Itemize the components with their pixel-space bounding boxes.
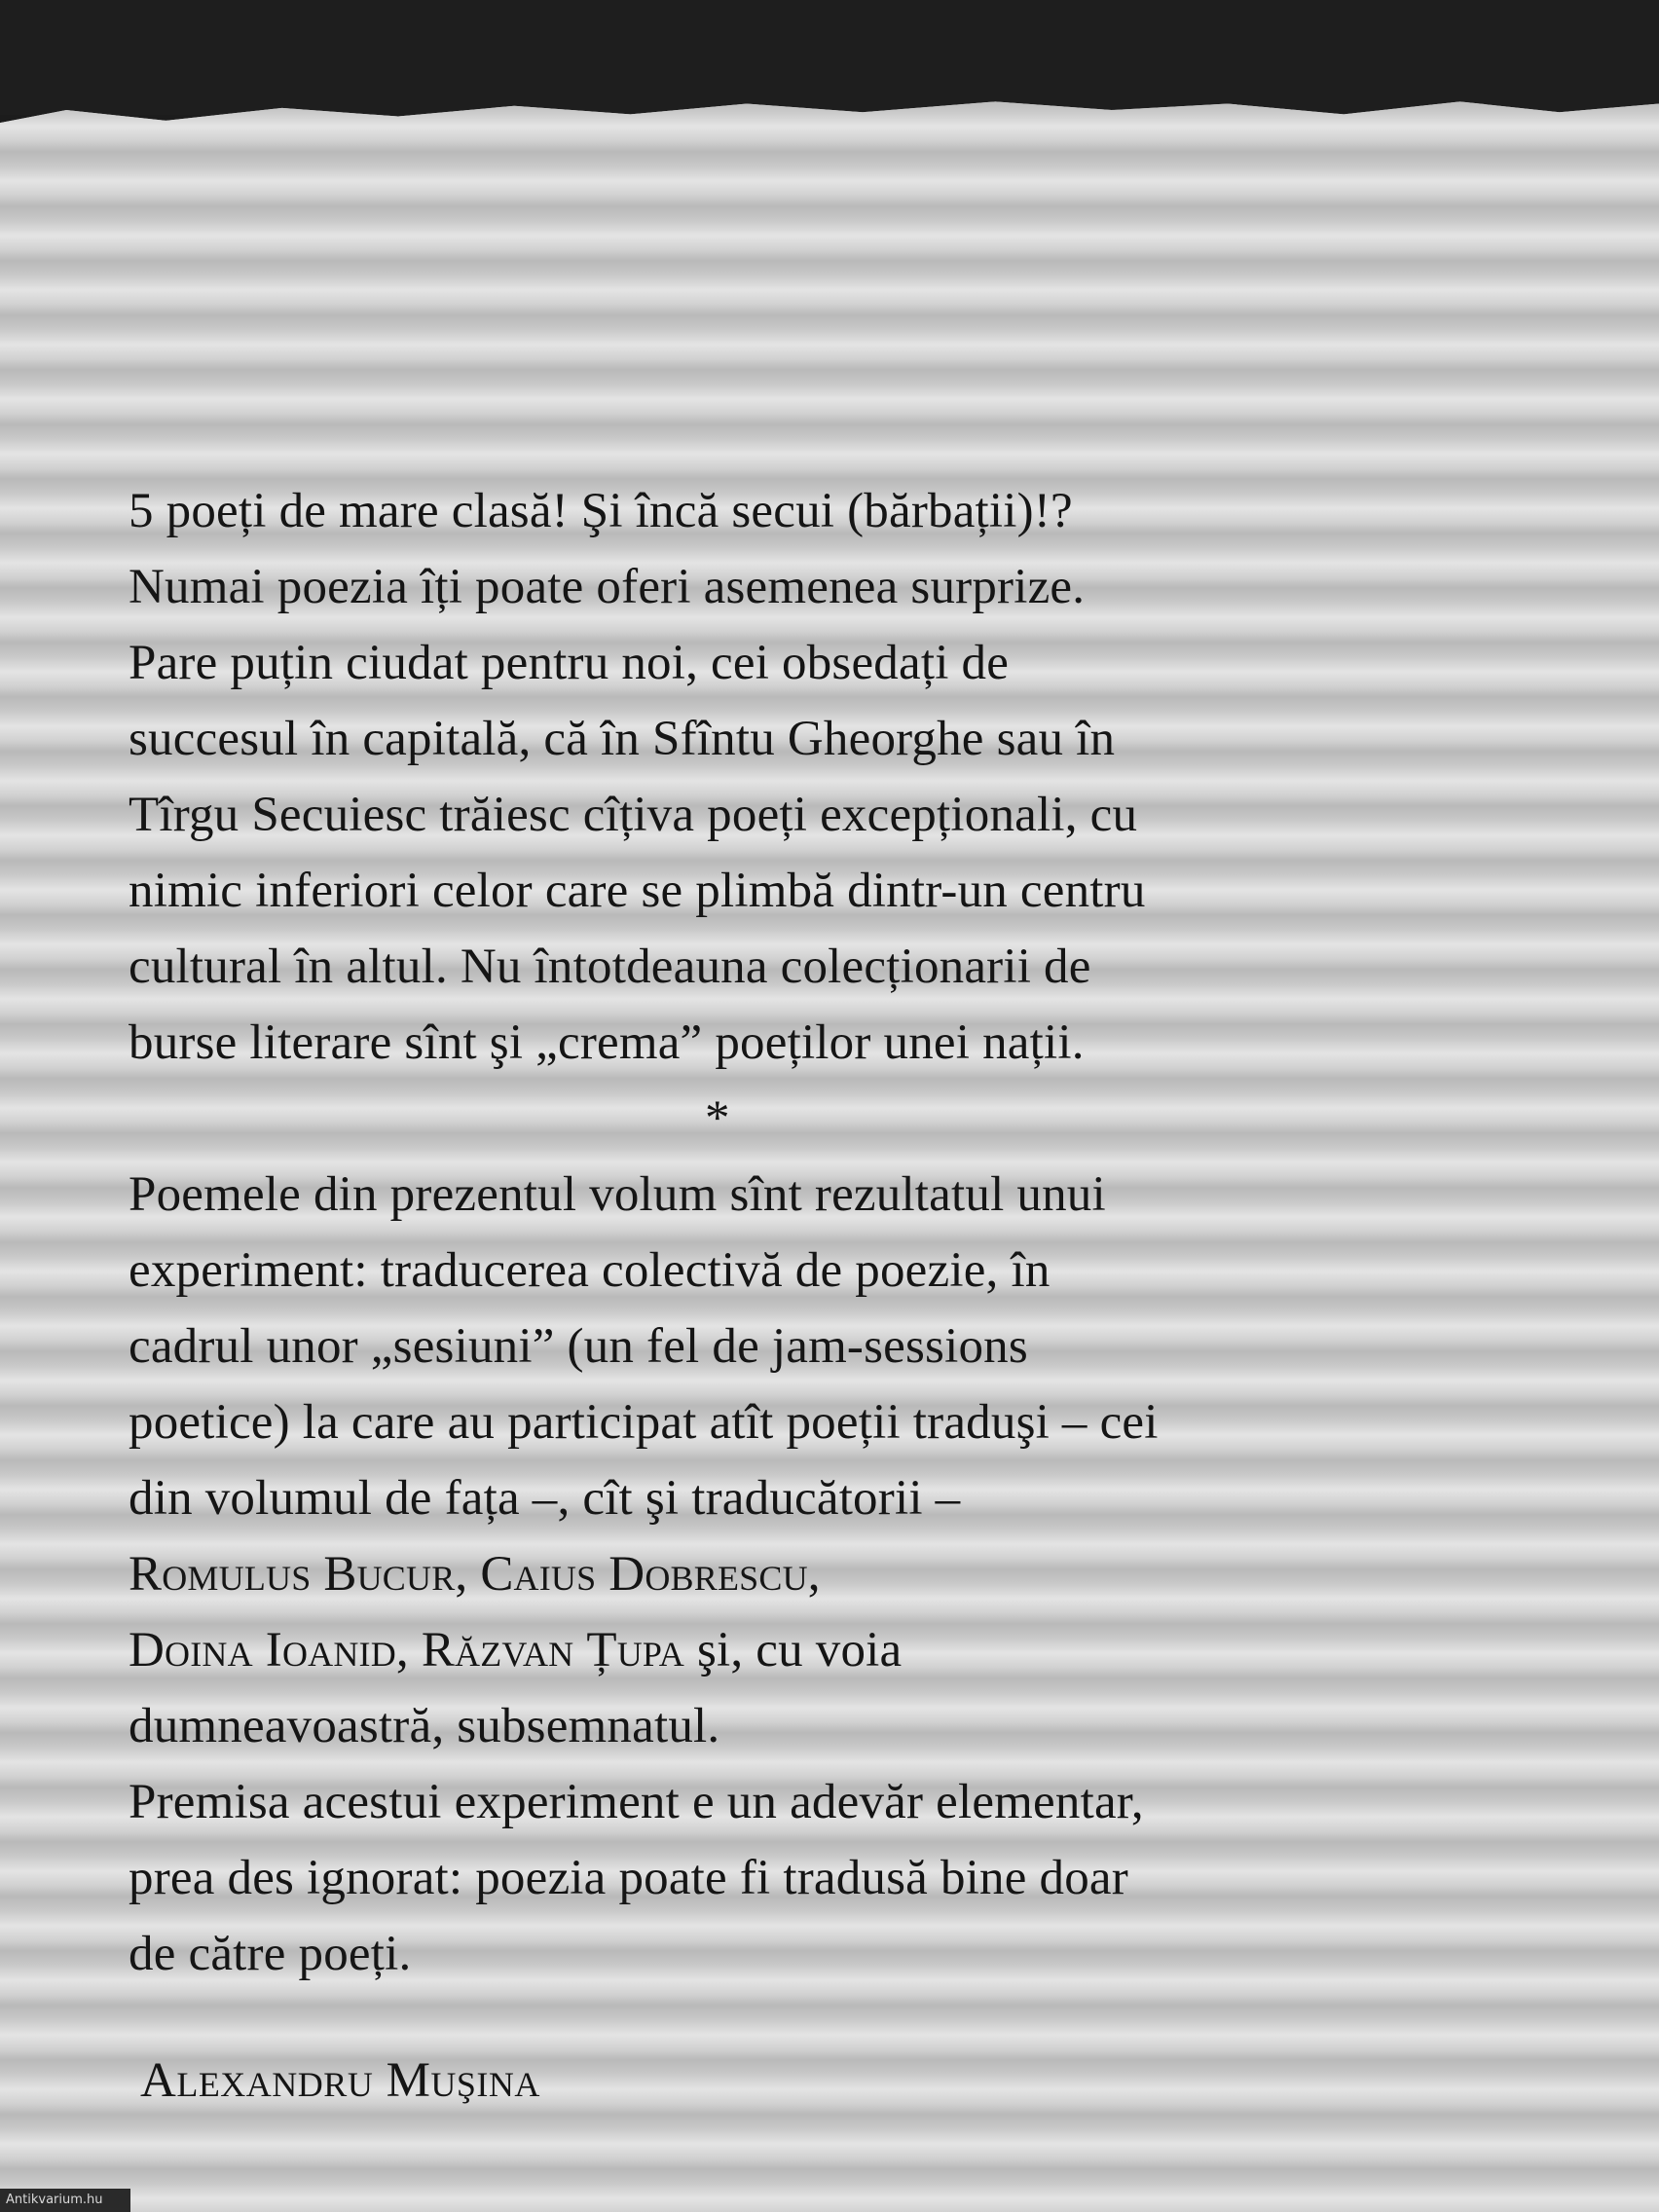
top-dark-band [0,0,1659,115]
text-line: dumneavoastră, subsemnatul. [129,1699,720,1753]
translators-line-2 [129,1612,1550,1688]
text-line: poetice) la care au participat atît poeții traduşi – cei [129,1395,1159,1450]
text-line: Tîrgu Secuiesc trăiesc cîțiva poeți excepționali, cu [129,788,1138,842]
text-line: Pare puțin ciudat pentru noi, cei obsedați de [129,636,1010,690]
text-line: 5 poeți de mare clasă! Şi încă secui (bărbații)!? [129,484,1073,538]
translators-names: Doina Ioanid, Răzvan Țupa [129,1623,685,1677]
section-separator: * [705,1091,730,1146]
text-line: prea des ignorat: poezia poate fi tradusă bine doar [129,1851,1128,1905]
text-line: Poemele din prezentul volum sînt rezultatul unui [129,1167,1106,1222]
translators-names-line: Romulus Bucur, Caius Dobrescu, [129,1547,821,1602]
text-line: succesul în capitală, că în Sfîntu Gheorghe sau în [129,712,1116,766]
text-line: Numai poezia îți poate oferi asemenea surprize. [129,560,1086,614]
author-signature: Alexandru Muşina [140,2053,540,2108]
text-line: cultural în altul. Nu întotdeauna colecționarii de [129,940,1091,994]
text-line: nimic inferiori celor care se plimbă dintr-un centru [129,864,1146,918]
text-line: burse literare sînt şi „crema” poeților unei nații. [129,1015,1085,1070]
text-line: cadrul unor „sesiuni” (un fel de jam-sessions [129,1319,1028,1374]
translators-line-rest: şi, cu voia [684,1623,903,1677]
text-line: de către poeți. [129,1927,412,1981]
watermark: Antikvarium.hu [0,2189,130,2212]
text-line: Premisa acestui experiment e un adevăr elementar, [129,1775,1144,1829]
text-line: experiment: traducerea colectivă de poezie, în [129,1243,1051,1298]
text-line: din volumul de fața –, cît şi traducătorii – [129,1471,961,1526]
back-cover-text [129,473,1550,1992]
